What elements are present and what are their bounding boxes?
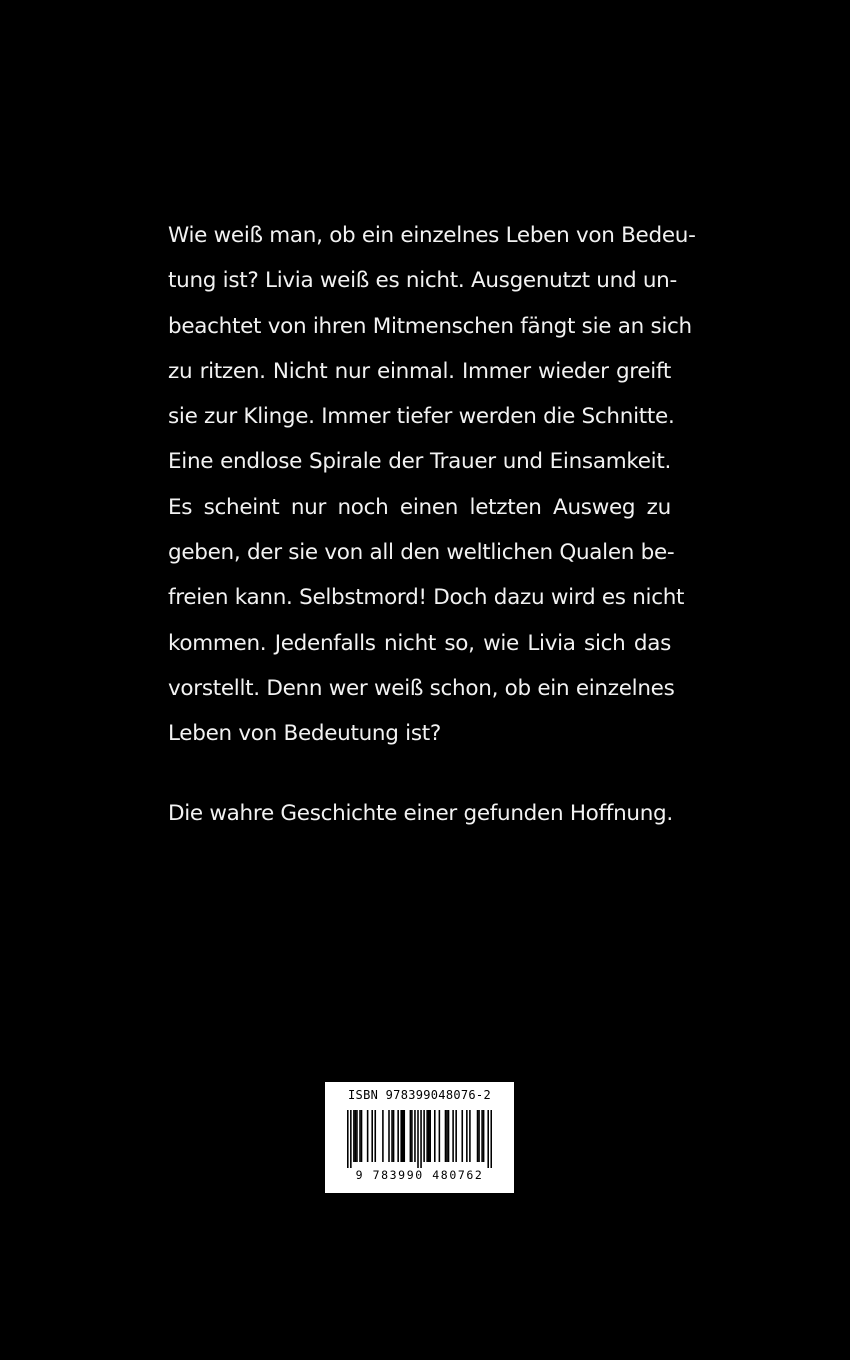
barcode-bar — [382, 1110, 384, 1162]
barcode-bar — [391, 1110, 393, 1162]
barcode-bar — [410, 1110, 412, 1162]
barcode-bar — [359, 1110, 361, 1162]
barcode-bar — [490, 1110, 492, 1168]
blurb-line: Wie weiß man, ob ein einzelnes Leben von Bedeu- — [168, 223, 696, 248]
isbn-barcode — [325, 1082, 514, 1193]
barcode-bar — [393, 1110, 395, 1162]
barcode-bar — [483, 1110, 485, 1162]
barcode-bar — [411, 1110, 413, 1162]
blurb-line: sie zur Klinge. Immer tiefer werden die Schnitte. — [168, 404, 675, 430]
barcode-bar — [439, 1110, 441, 1162]
barcode-bar — [477, 1110, 479, 1162]
blurb-line: geben, der sie von all den weltlichen Qualen be- — [168, 540, 675, 566]
barcode-bar — [388, 1110, 390, 1162]
barcode-bar — [426, 1110, 428, 1162]
barcode-bar — [445, 1110, 447, 1162]
barcode-bar — [400, 1110, 402, 1162]
barcode-bar — [434, 1110, 436, 1162]
blurb-line: Leben von Bedeutung ist? — [168, 721, 441, 747]
barcode-bar — [374, 1110, 376, 1162]
barcode-bar — [448, 1110, 450, 1162]
barcode-bar — [420, 1110, 422, 1168]
blurb-line: zu ritzen. Nicht nur einmal. Immer wieder greift — [168, 358, 671, 384]
ean-digits: 9 783990 480762 — [355, 1168, 484, 1182]
barcode-bar — [350, 1110, 352, 1168]
barcode-bar — [423, 1110, 425, 1162]
blurb-line: vorstellt. Denn wer weiß schon, ob ein einzelnes — [168, 675, 675, 701]
barcode-bar — [356, 1110, 358, 1162]
blurb-line: Eine endlose Spirale der Trauer und Einsamkeit. — [168, 449, 671, 475]
barcode-bars — [347, 1110, 492, 1168]
barcode-bar — [429, 1110, 431, 1162]
blurb-line: beachtet von ihren Mitmenschen fängt sie an sich — [168, 313, 692, 339]
tagline: Die wahre Geschichte einer gefunden Hoffnung. — [168, 801, 673, 826]
barcode-bar — [367, 1110, 369, 1162]
barcode-bar — [428, 1110, 430, 1162]
barcode-bar — [347, 1110, 349, 1168]
barcode-bar — [371, 1110, 373, 1162]
barcode-bar — [455, 1110, 457, 1162]
isbn-label: ISBN 978399048076-2 — [348, 1088, 491, 1102]
barcode-bar — [452, 1110, 454, 1162]
barcode-bar — [446, 1110, 448, 1162]
back-cover-blurb — [168, 213, 696, 757]
blurb-line: freien kann. Selbstmord! Doch dazu wird es nicht — [168, 585, 685, 611]
barcode-bar — [397, 1110, 399, 1162]
blurb-line: kommen. Jedenfalls nicht so, wie Livia sich das — [168, 630, 671, 656]
blurb-line: Es scheint nur noch einen letzten Ausweg zu — [168, 494, 671, 520]
barcode-bar — [417, 1110, 419, 1168]
barcode-bar — [353, 1110, 355, 1162]
barcode-bar — [402, 1110, 404, 1162]
blurb-line: tung ist? Livia weiß es nicht. Ausgenutzt und un- — [168, 268, 677, 294]
barcode-bar — [478, 1110, 480, 1162]
barcode-bar — [414, 1110, 416, 1162]
barcode-bar — [355, 1110, 357, 1162]
barcode-bar — [469, 1110, 471, 1162]
barcode-bar — [403, 1110, 405, 1162]
barcode-bar — [487, 1110, 489, 1168]
barcode-bar — [481, 1110, 483, 1162]
barcode-bar — [461, 1110, 463, 1162]
barcode-bar — [466, 1110, 468, 1162]
barcode-bar — [361, 1110, 363, 1162]
